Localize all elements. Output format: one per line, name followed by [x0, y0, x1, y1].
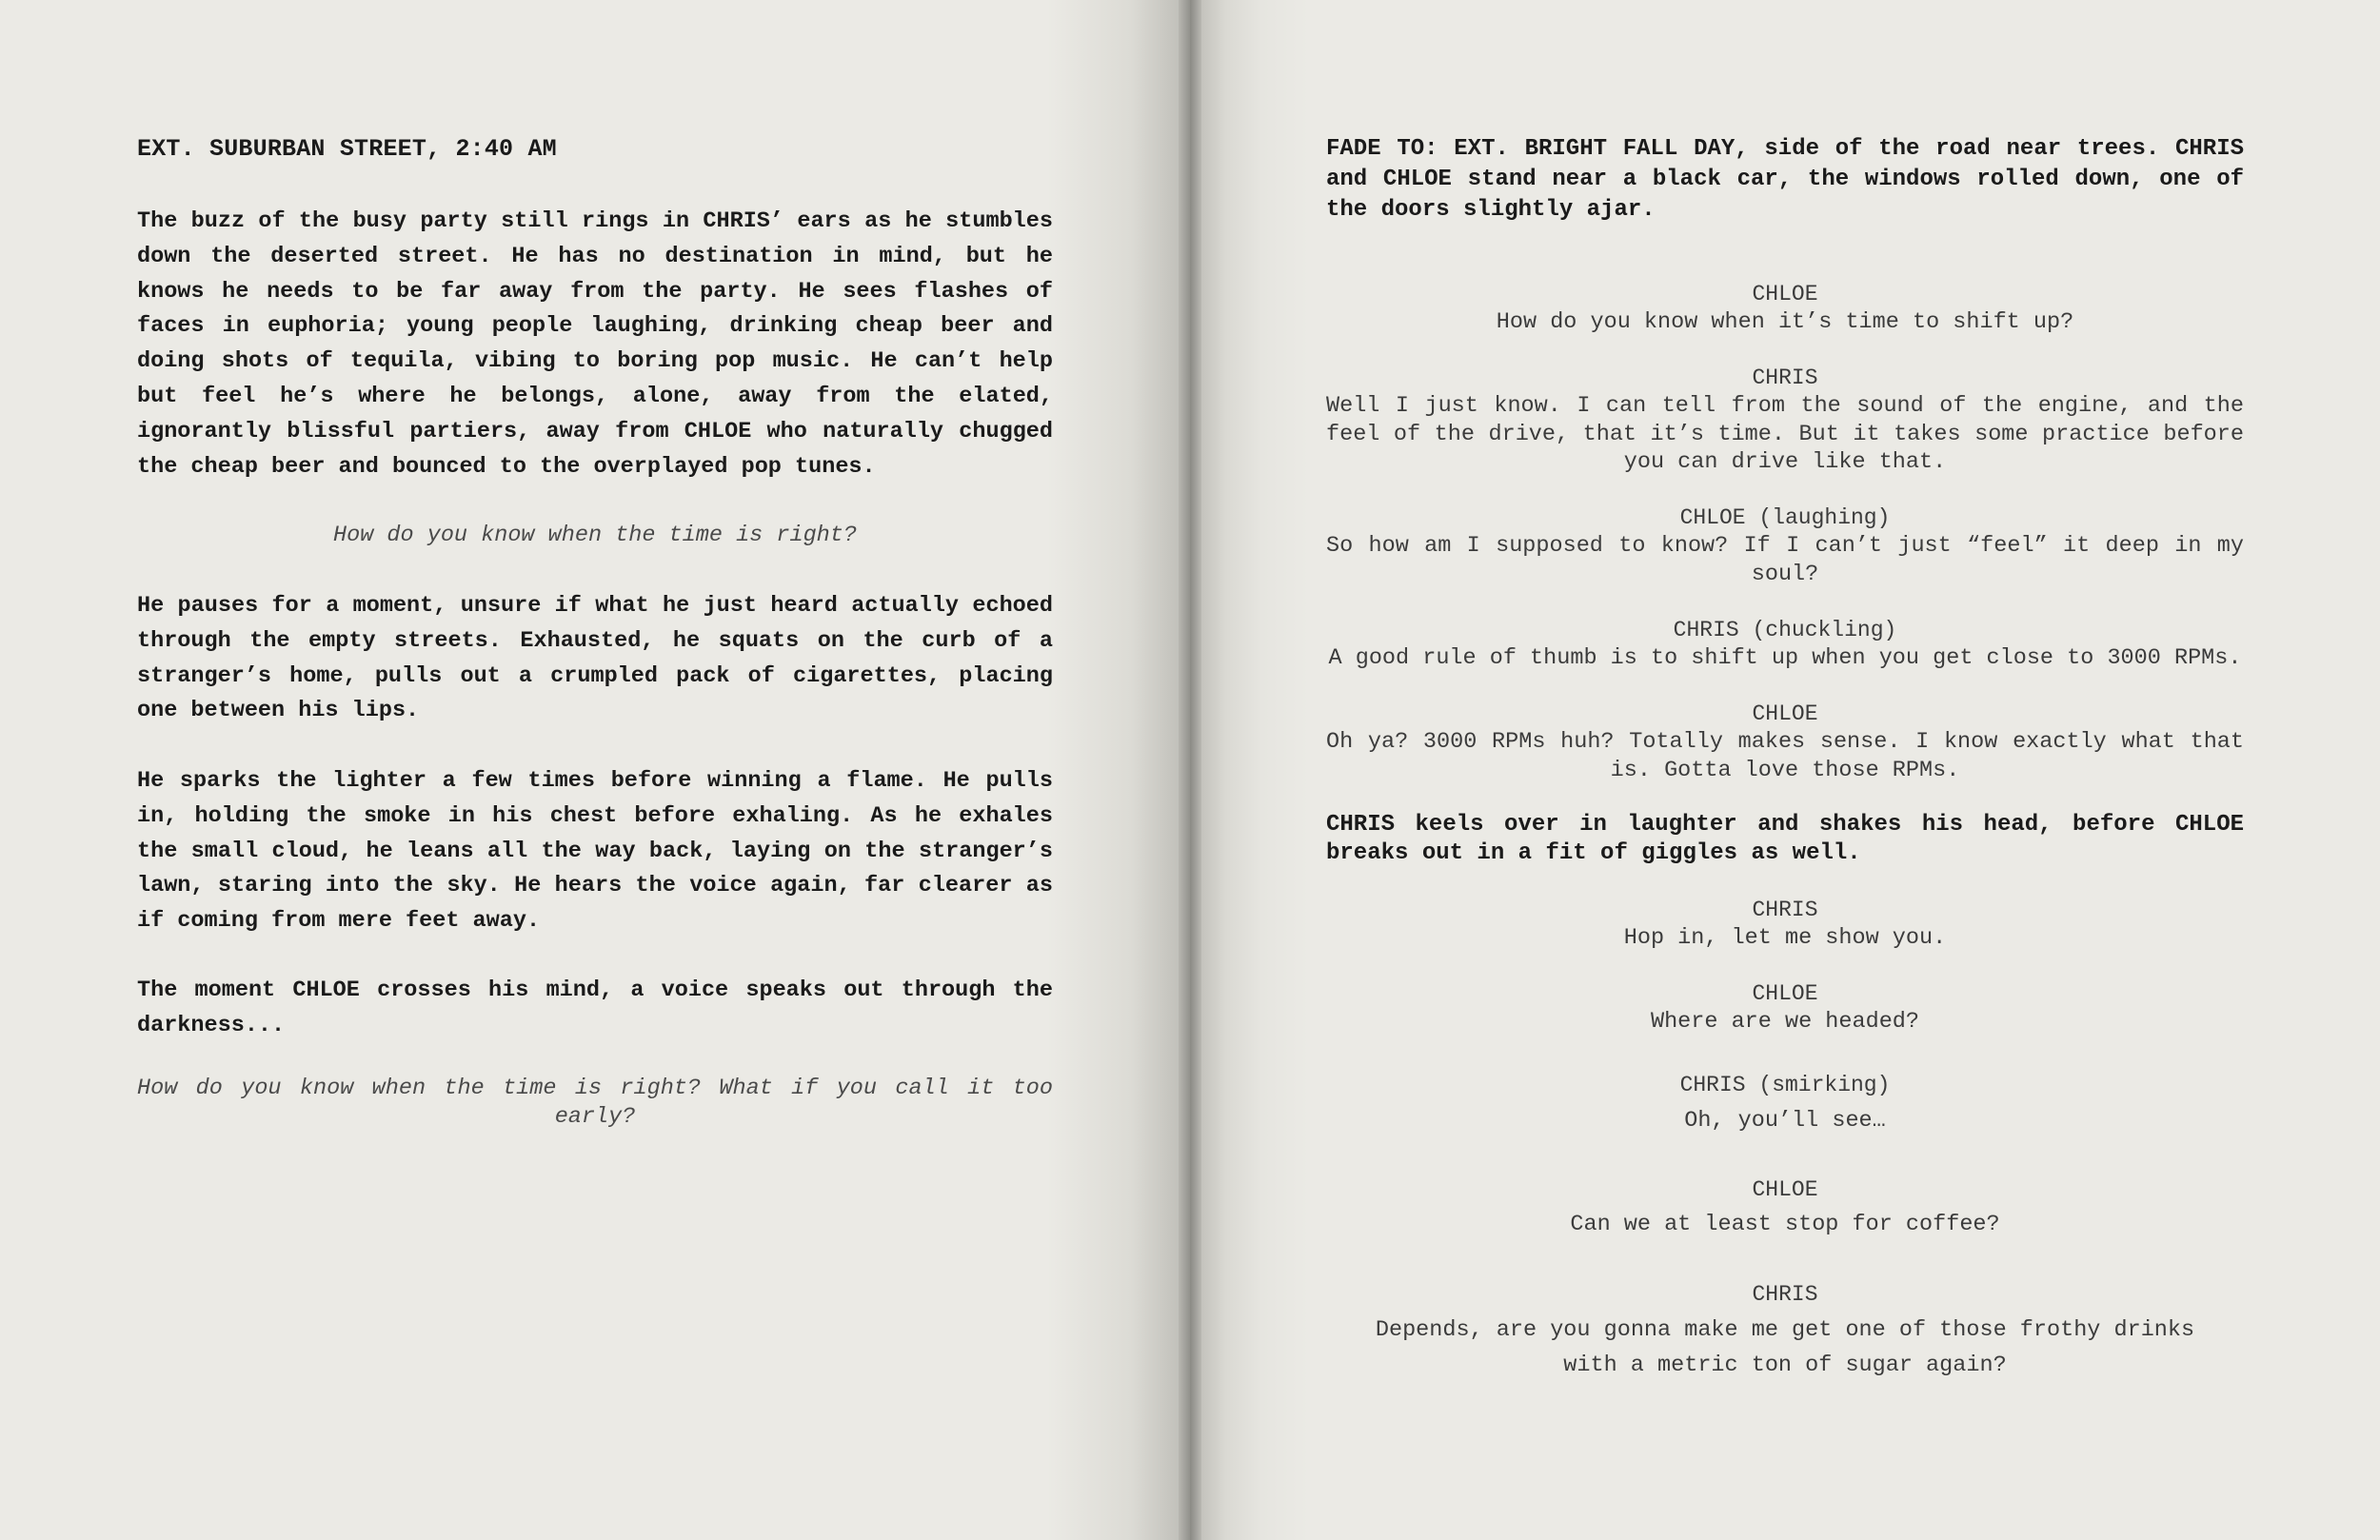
character-cue-3: CHLOE (laughing)	[1679, 505, 1891, 530]
book-spine-shadow	[1179, 0, 1201, 1540]
transition-action: FADE TO: EXT. BRIGHT FALL DAY, side of the road near trees. CHRIS and CHLOE stand near a black car, the windows rolled down, one of the doors slightly ajar.	[1326, 136, 2244, 223]
voice-line-1: How do you know when the time is right?	[333, 523, 857, 548]
dialogue-3: So how am I supposed to know? If I can’t just “feel” it deep in my soul?	[1326, 533, 2244, 587]
dialogue-9: Can we at least stop for coffee?	[1570, 1212, 2000, 1237]
scene-heading: EXT. SUBURBAN STREET, 2:40 AM	[137, 135, 557, 163]
dialogue-10: Depends, are you gonna make me get one of those frothy drinks with a metric ton of sugar again?	[1375, 1317, 2195, 1378]
character-cue-8: CHRIS (smirking)	[1679, 1073, 1891, 1097]
right-page	[1190, 0, 2380, 1540]
dialogue-4: A good rule of thumb is to shift up when you get close to 3000 RPMs.	[1328, 645, 2242, 671]
dialogue-1: How do you know when it’s time to shift up?	[1496, 309, 2074, 335]
character-cue-1: CHLOE	[1752, 282, 1818, 306]
action-paragraph-4: The moment CHLOE crosses his mind, a voice speaks out through the darkness...	[137, 977, 1053, 1038]
character-cue-7: CHLOE	[1752, 981, 1818, 1006]
character-cue-4: CHRIS (chuckling)	[1673, 618, 1897, 642]
action-paragraph-3: He sparks the lighter a few times before winning a flame. He pulls in, holding the smoke in his chest before exhaling. As he exhales the small cloud, he leans all the way back, laying on the stranger’s lawn, staring into the sky. He hears the voice again, far clearer as if coming from mere feet away.	[137, 768, 1053, 935]
action-paragraph-2: He pauses for a moment, unsure if what he just heard actually echoed through the empty streets. Exhausted, he squats on the curb of a stranger’s home, pulls out a crumpled pack of cigarettes, placing one between his lips.	[137, 593, 1053, 724]
character-cue-9: CHLOE	[1752, 1177, 1818, 1202]
dialogue-8: Oh, you’ll see…	[1684, 1108, 1886, 1134]
dialogue-6: Hop in, let me show you.	[1623, 925, 1947, 951]
character-cue-2: CHRIS	[1752, 365, 1818, 390]
action-paragraph-1: The buzz of the busy party still rings in CHRIS’ ears as he stumbles down the deserted street. He has no destination in mind, but he knows he needs to be far away from the party. He sees flashes of faces in euphoria; young people laughing, drinking cheap beer and doing shots of tequila, vibing to boring pop music. He can’t help but feel he’s where he belongs, alone, away from the elated, ignorantly blissful partiers, away from CHLOE who naturally chugged the cheap beer and bounced to the overplayed pop tunes.	[137, 208, 1053, 480]
character-cue-5: CHLOE	[1752, 701, 1818, 726]
dialogue-7: Where are we headed?	[1650, 1009, 1920, 1035]
character-cue-6: CHRIS	[1752, 898, 1818, 922]
action-mid: CHRIS keels over in laughter and shakes his head, before CHLOE breaks out in a fit of giggles as well.	[1326, 812, 2244, 866]
dialogue-2: Well I just know. I can tell from the sound of the engine, and the feel of the drive, that it’s time. But it takes some practice before you can drive like that.	[1326, 393, 2244, 475]
voice-line-2: How do you know when the time is right? What if you call it too early?	[137, 1076, 1053, 1130]
dialogue-5: Oh ya? 3000 RPMs huh? Totally makes sense. I know exactly what that is. Gotta love those RPMs.	[1326, 729, 2244, 783]
character-cue-10: CHRIS	[1752, 1282, 1818, 1307]
